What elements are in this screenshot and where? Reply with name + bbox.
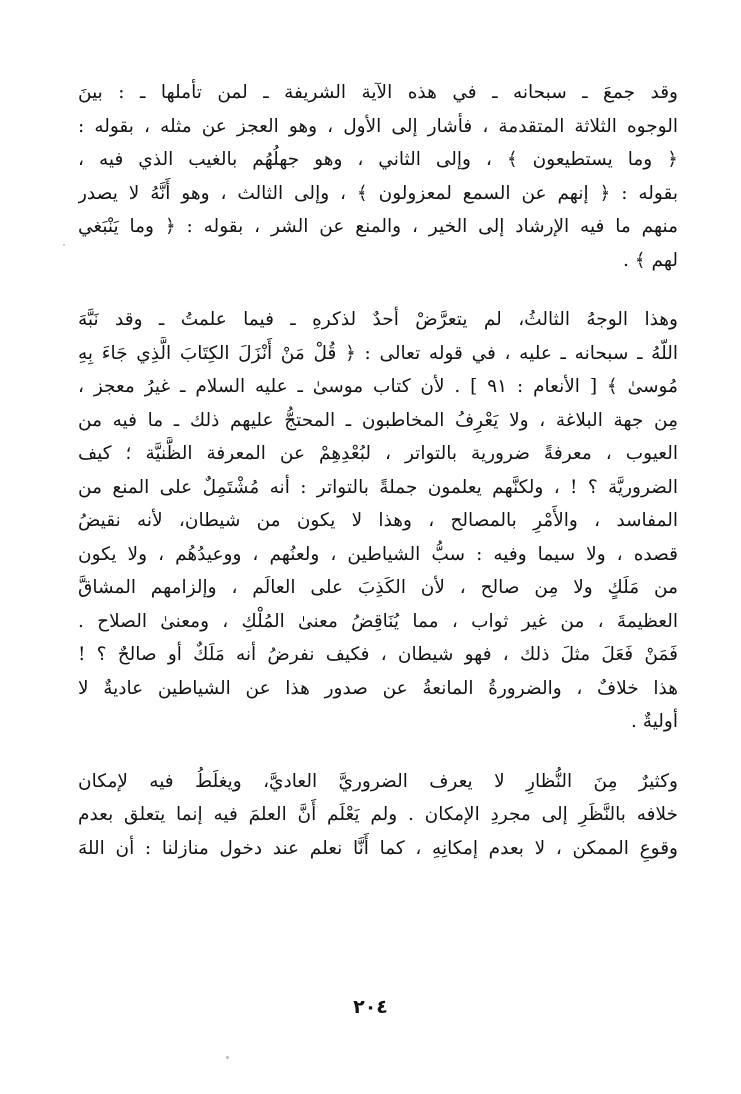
text-line: مِن جهة البلاغة ، ولا يَعْرِفُ المخاطبون ـ المحتجُّ عليهم ذلك ـ ما فيه من (78, 409, 678, 431)
text-line: المفاسد ، والأَمْرِ بالمصالح ، وهذا لا يكون من شيطان، لأنه نقيضُ (78, 510, 678, 531)
paragraph-gap (78, 739, 678, 765)
text-line: هذا خلافٌ ، والضرورةُ المانعةُ عن صدور هذا عن الشياطين عاديةٌ لا (78, 677, 678, 699)
paragraph-gap (78, 277, 678, 303)
text-line: فَمَنْ فَعَلَ مثلَ ذلك ، فهو شيطان ، فكيف نفرضُ أنه مَلَكٌ أو صالحٌ ؟ ! (78, 644, 678, 665)
paragraph-2 (78, 303, 678, 739)
text-line: وكثيرٌ مِنَ النُّظارِ لا يعرف الضروريَّ العاديَّ، ويغلَطُ فيه لإمكان (78, 770, 678, 792)
scan-speck (63, 244, 65, 246)
text-line: لهم ﴾ . (623, 249, 678, 271)
page-number: ٢٠٤ (353, 996, 388, 1018)
page-body (78, 76, 678, 865)
text-line: منهم ما فيه الإرشاد إلى الخير ، والمنع عن الشر ، بقوله : ﴿ وما يَنْبَغي (78, 216, 678, 237)
text-line: من مَلَكٍ ولا مِن صالح ، لأن الكَذِبَ على العالَم ، وإلزامهم المشاقَّ (78, 577, 678, 598)
paragraph-1 (78, 76, 678, 277)
text-line: العيوب ، معرفةً ضرورية بالتواتر ، لبُعْدِهِمْ عن المعرفة الظَّنيَّة ؛ كيف (78, 443, 678, 464)
text-line: أوليةٌ . (631, 711, 678, 732)
text-line: وقوعِ الممكن ، لا بعدم إمكانِهِ ، كما أَنَّا نعلم عند دخول منازلنا : أن اللهَ (78, 837, 678, 859)
text-line: الضروريَّة ؟ ! ، ولكنَّهم يعلمون جملةً بالتواتر : أنه مُشْتَمِلٌ على المنع من (78, 476, 678, 498)
text-line: وهذا الوجهُ الثالثُ، لم يتعرَّضْ أحدٌ لذكرهِ ـ فيما علمتُ ـ وقد نَبَّهَ (78, 309, 678, 330)
text-line: خلافه بالنَّظَرِ إلى مجردِ الإمكان . ولم يَعْلَم أَنَّ العلمَ فيه إنما يتعلق بعدم (78, 804, 678, 825)
paragraph-3 (78, 765, 678, 866)
scan-speck (226, 1056, 229, 1059)
text-line: الوجوه الثلاثة المتقدمة ، فأشار إلى الأول ، وهو العجز عن مثله ، بقوله : (78, 115, 678, 137)
text-line: اللّهُ ـ سبحانه ـ عليه ، في قوله تعالى : ﴿ قُلْ مَنْ أَنْزَلَ الكِتَابَ الَّذِي جَاءَ بِهِ (78, 342, 678, 364)
text-line: بقوله : ﴿ إنهم عن السمع لمعزولون ﴾ ، وإلى الثالث ، وهو أَنَّهُ لا يصدر (78, 182, 678, 204)
text-line: مُوسىٰ ﴾ [ الأنعام : ٩١ ] . لأن كتاب موسىٰ ـ عليه السلام ـ غيرُ معجز ، (78, 376, 678, 397)
text-line: وقد جمعَ ـ سبحانه ـ في هذه الآية الشريفة ـ لمن تأملها ـ : بينَ (78, 82, 678, 103)
text-line: العظيمةَ ، من غير ثواب ، مما يُنَاقِضُ معنىٰ المُلْكِ ، ومعنىٰ الصلاح . (78, 610, 678, 632)
text-line: قصده ، ولا سيما وفيه : سبُّ الشياطين ، ولعنُهم ، ووعيدُهُم ، ولا يكون (78, 543, 678, 565)
text-line: ﴿ وما يستطيعون ﴾ ، وإلى الثاني ، وهو جهلُهُم بالغيب الذي فيه ، (78, 149, 678, 170)
